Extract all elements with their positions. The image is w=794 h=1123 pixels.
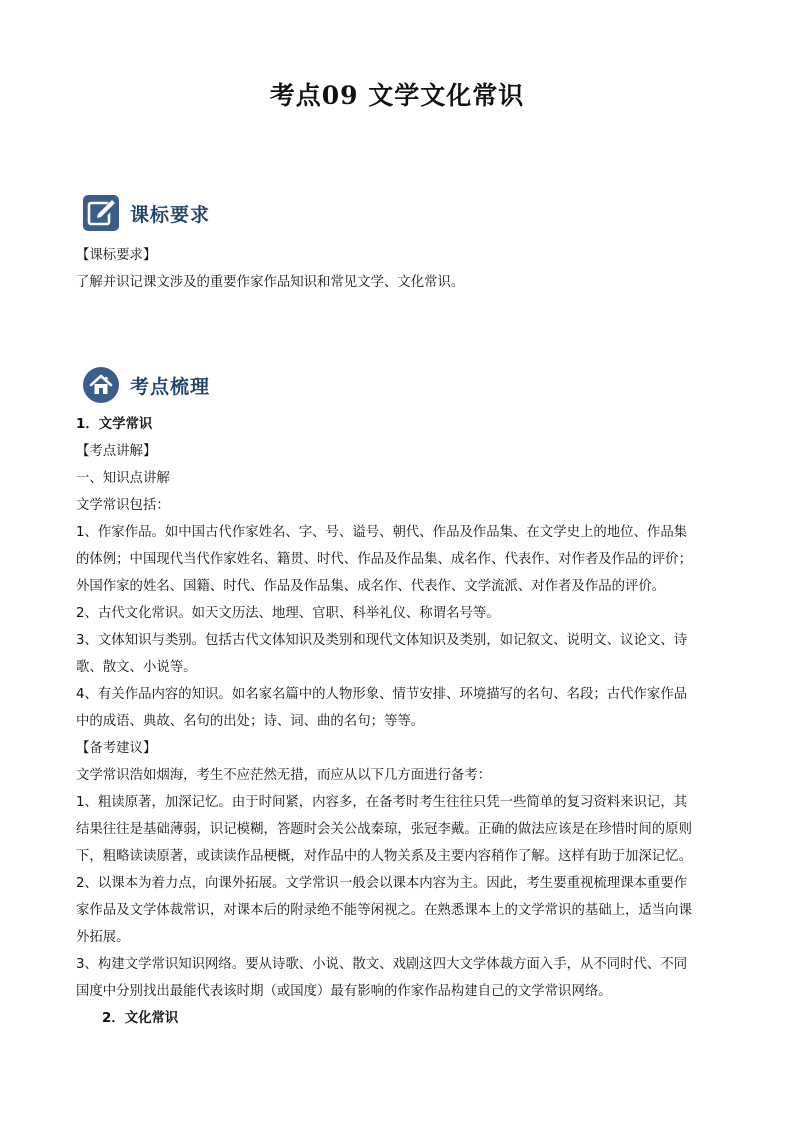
paragraph: 家作品及文学体裁常识，对课本后的附录绝不能等闲视之。在熟悉课本上的文学常识的基础上，适当向课 <box>76 903 692 918</box>
standards-label: 【课标要求】 <box>76 248 157 263</box>
section-header-standards <box>82 192 210 234</box>
heading-cultural-knowledge: 2．文化常识 <box>102 1011 179 1026</box>
heading-literary-knowledge: 1．文学常识 <box>76 417 153 432</box>
section-title-review: 考点梳理 <box>130 375 211 398</box>
label-explain: 【考点讲解】 <box>76 444 157 459</box>
paragraph: 中的成语、典故、名句的出处；诗、词、曲的名句；等等。 <box>76 714 425 729</box>
paragraph: 结果往往是基础薄弱，识记模糊，答题时会关公战秦琼，张冠李戴。正确的做法应该是在珍惜时间的原则 <box>76 822 692 837</box>
label-advice: 【备考建议】 <box>76 741 157 756</box>
paragraph: 3、文体知识与类别。包括古代文体知识及类别和现代文体知识及类别，如记叙文、说明文、议论文、诗 <box>76 633 688 648</box>
paragraph: 2、古代文化常识。如天文历法、地理、官职、科举礼仪、称谓名号等。 <box>76 606 500 621</box>
paragraph: 的体例；中国现代当代作家姓名、籍贯、时代、作品及作品集、成名作、代表作、对作者及作品的评价； <box>76 552 692 567</box>
paragraph: 4、有关作品内容的知识。如名家名篇中的人物形象、情节安排、环境描写的名句、名段；古代作家作品 <box>76 687 688 702</box>
edit-icon <box>82 194 120 232</box>
home-icon <box>82 366 120 404</box>
standards-block <box>76 242 722 296</box>
paragraph: 外国作家的姓名、国籍、时代、作品及作品集、成名作、代表作、文学流派、对作者及作品的评价。 <box>76 579 666 594</box>
section-title-standards: 课标要求 <box>130 203 211 226</box>
paragraph: 歌、散文、小说等。 <box>76 660 197 675</box>
paragraph: 1、粗读原著，加深记忆。由于时间紧，内容多，在备考时考生往往只凭一些简单的复习资料来识记，其 <box>76 795 688 810</box>
standards-text: 了解并识记课文涉及的重要作家作品知识和常见文学、文化常识。 <box>76 275 465 290</box>
page-title: 考点09 文学文化常识 <box>269 81 525 110</box>
review-block <box>76 411 722 1032</box>
paragraph: 文学常识浩如烟海，考生不应茫然无措，而应从以下几方面进行备考： <box>76 768 492 783</box>
paragraph: 2、以课本为着力点，向课外拓展。文学常识一般会以课本内容为主。因此，考生要重视梳理课本重要作 <box>76 876 688 891</box>
paragraph: 1、作家作品。如中国古代作家姓名、字、号、谥号、朝代、作品及作品集、在文学史上的地位、作品集 <box>76 525 688 540</box>
paragraph: 外拓展。 <box>76 930 130 945</box>
sub-heading: 一、知识点讲解 <box>76 471 170 486</box>
paragraph: 文学常识包括： <box>76 498 170 513</box>
paragraph: 国度中分别找出最能代表该时期（或国度）最有影响的作家作品构建自己的文学常识网络。 <box>76 984 612 999</box>
paragraph: 下，粗略读读原著，或读读作品梗概，对作品中的人物关系及主要内容稍作了解。这样有助于加深记忆。 <box>76 849 692 864</box>
paragraph: 3、构建文学常识知识网络。要从诗歌、小说、散文、戏剧这四大文学体裁方面入手，从不同时代、不同 <box>76 957 688 972</box>
section-header-review <box>82 364 210 406</box>
